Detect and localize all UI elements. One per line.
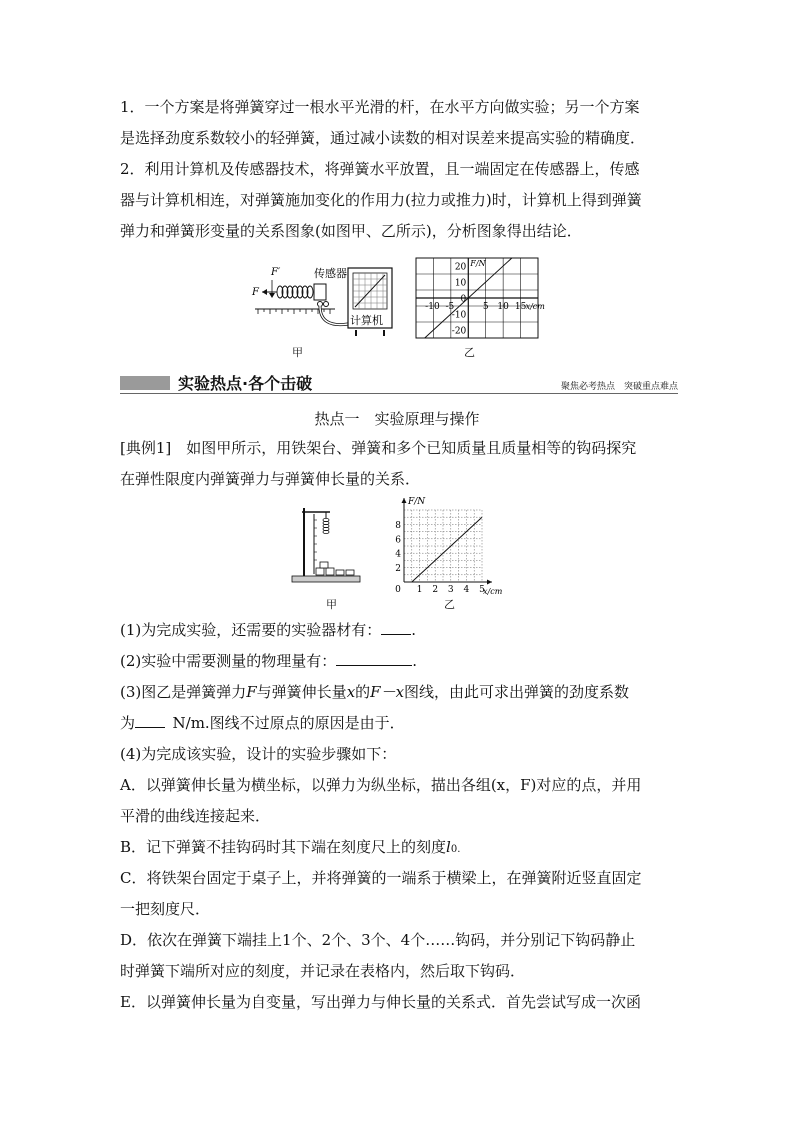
chart1-x-tick-label: -10 [425,302,440,312]
step-b [120,836,680,861]
symbol-f: F [246,683,257,701]
sensor-label: 传感器 [314,267,347,280]
answer-blank-1[interactable] [381,620,411,635]
chart2-y-tick-label: 6 [395,535,401,546]
banner-title: 实验热点·各个击破 [178,374,313,393]
chart1-y-tick-label: 10 [454,278,467,289]
question-2: (2)实验中需要测量的物理量有： . [120,652,418,670]
chart2-x-tick-label: 2 [432,585,439,595]
symbol-l: l [446,838,451,856]
chart2-y-axis-label: F/N [408,497,426,507]
step-a-line-1: A．以弹簧伸长量为横坐标，以弹力为纵坐标，描出各组(x，F)对应的点，并用 [120,776,642,794]
question-2-text: (2)实验中需要测量的物理量有： [120,652,337,670]
question-3-line-2 [120,712,680,734]
symbol-l-subscript: 0. [450,844,461,855]
chart1-y-tick-label: 0 [460,294,467,305]
step-d-line-2: 时弹簧下端所对应的刻度，并记录在表格内，然后取下钩码． [120,962,526,980]
banner-bar [120,376,170,390]
chart2-x-axis-label: x/cm [483,587,503,596]
step-c-line-1: C．将铁架台固定于桌子上，并将弹簧的一端系于横梁上，在弹簧附近竖直固定 [120,869,642,887]
question-3-text-c: 的 [355,683,371,701]
chart2-y-tick-label: 2 [395,564,401,575]
chart1-y-tick-label: 20 [454,262,467,273]
chart2-x-tick-label: 0 [395,585,401,595]
step-d-line-1: D．依次在弹簧下端挂上1个、2个、3个、4个……钩码，并分别记下钩码静止 [120,931,636,949]
step-e-line-1: E．以弹簧伸长量为自变量，写出弹力与伸长量的关系式．首先尝试写成一次函 [120,993,641,1011]
force-label-f: F [252,287,259,298]
chart1-y-tick-label: -20 [451,326,467,337]
example-line-2: 在弹性限度内弹簧弹力与弹簧伸长量的关系． [120,470,421,488]
example-line-1: [典例1] 如图甲所示，用铁架台、弹簧和多个已知质量且质量相等的钩码探究 [120,439,637,457]
step-a-line-2: 平滑的曲线连接起来． [120,807,271,825]
answer-blank-2[interactable] [336,651,412,666]
section-title: 热点一 实验原理与操作 [314,410,480,428]
chart2-x-tick-label: 5 [479,585,485,595]
chart2-x-arrow [487,580,492,585]
banner-subtitle: 聚焦必考热点 突破重点难点 [560,382,678,392]
answer-blank-3[interactable] [135,713,165,728]
question-3-text-b: 与弹簧伸长量 [256,683,347,701]
step-b-text: B．记下弹簧不挂钩码时其下端在刻度尺上的刻度 [120,838,447,856]
fig2-caption-yi: 乙 [444,598,455,611]
question-1: (1)为完成实验，还需要的实验器材有： . [120,621,417,639]
banner-divider [120,393,678,394]
question-3-line-1 [120,681,680,703]
chart-force-deformation-1 [412,256,545,340]
chart1-x-tick-label: 10 [497,302,509,312]
chart-force-extension-2 [390,494,510,598]
fig1-caption-yi: 乙 [464,346,475,359]
computer-label: 计算机 [350,314,383,327]
iron-stand-figure [286,500,366,590]
question-3-text-d: 图线，由此可求出弹簧的劲度系数 [404,683,630,701]
chart2-y-tick-label: 8 [395,520,401,531]
question-1-text: (1)为完成实验，还需要的实验器材有： [120,621,382,639]
intro-line-2: 是选择劲度系数较小的轻弹簧，通过减小读数的相对误差来提高实验的精确度． [120,129,646,147]
chart2-x-tick-label: 3 [447,585,454,595]
question-4: (4)为完成该实验，设计的实验步骤如下： [120,745,397,763]
chart2-y-arrow [402,498,407,503]
chart2-y-tick-label: 4 [395,549,401,560]
fig2-caption-jia: 甲 [326,598,337,611]
symbol-f-minus-x: F－x [370,683,405,701]
question-3-text-a: (3)图乙是弹簧弹力 [120,683,247,701]
question-3-text-f: N/m.图线不过原点的原因是由于． [172,714,405,732]
chart1-y-axis-label: F/N [470,259,486,268]
intro-line-3: 2．利用计算机及传感器技术，将弹簧水平放置，且一端固定在传感器上，传感 [120,160,640,178]
intro-line-4: 器与计算机相连，对弹簧施加变化的作用力(拉力或推力)时，计算机上得到弹簧 [120,191,642,209]
question-3-text-e: 为 [120,714,136,732]
fig1-caption-jia: 甲 [292,346,303,359]
force-label-f-prime: F′ [271,267,281,278]
chart1-x-tick-label: -5 [445,302,455,312]
chart2-x-tick-label: 1 [416,585,423,595]
sensor-apparatus-figure [250,262,400,342]
chart2-series-line [412,517,482,582]
chart2-x-tick-label: 4 [463,585,470,595]
step-c-line-2: 一把刻度尺． [120,900,211,918]
chart1-y-tick-label: -10 [451,310,467,321]
chart1-x-tick-label: 5 [482,302,489,312]
symbol-x: x [346,683,356,701]
intro-line-5: 弹力和弹簧形变量的关系图象(如图甲、乙所示)，分析图象得出结论． [120,222,582,240]
chart1-x-axis-label: x/cm [525,302,545,311]
intro-line-1: 1．一个方案是将弹簧穿过一根水平光滑的杆，在水平方向做实验；另一个方案 [120,98,640,116]
chart1-x-tick-label: 15 [514,302,527,312]
